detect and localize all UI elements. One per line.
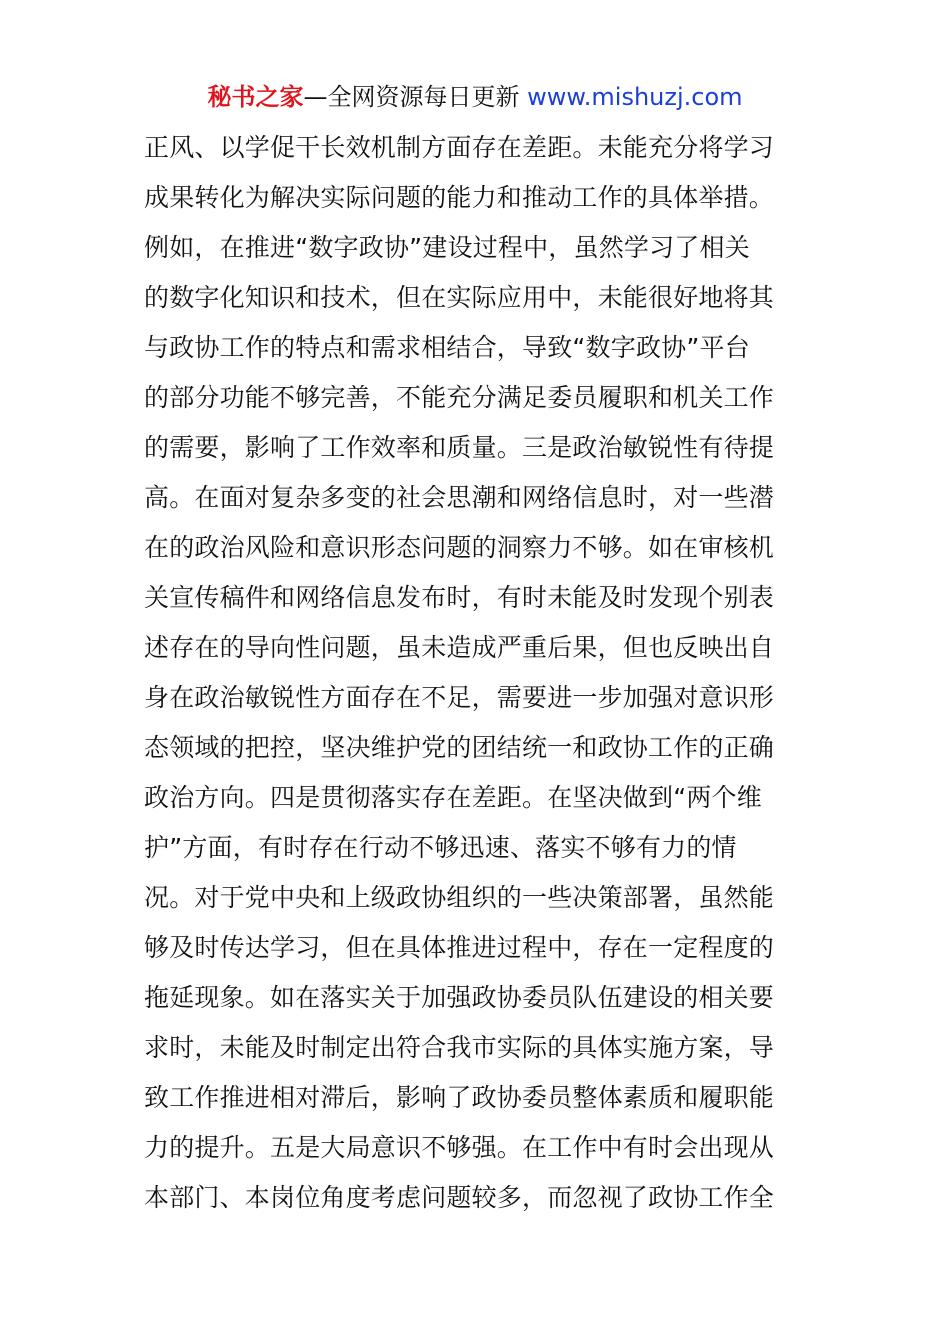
text-line: 成果转化为解决实际问题的能力和推动工作的具体举措。 bbox=[144, 183, 775, 212]
text-line: 态领域的把控，坚决维护党的团结统一和政协工作的正确 bbox=[144, 733, 775, 762]
text-line: 的部分功能不够完善，不能充分满足委员履职和机关工作 bbox=[144, 383, 775, 412]
text-line: 与政协工作的特点和需求相结合，导致“数字政协”平台 bbox=[144, 333, 750, 362]
brand-name: 秘书之家 bbox=[207, 83, 304, 111]
text-line: 本部门、本岗位角度考虑问题较多，而忽视了政协工作全 bbox=[144, 1183, 775, 1212]
page-header bbox=[0, 80, 950, 114]
text-line: 致工作推进相对滞后，影响了政协委员整体素质和履职能 bbox=[144, 1083, 775, 1112]
text-line: 的数字化知识和技术，但在实际应用中，未能很好地将其 bbox=[144, 283, 775, 312]
text-line: 够及时传达学习，但在具体推进过程中，存在一定程度的 bbox=[144, 933, 775, 962]
text-line: 力的提升。五是大局意识不够强。在工作中有时会出现从 bbox=[144, 1133, 775, 1162]
document-body bbox=[144, 123, 809, 1223]
text-line: 拖延现象。如在落实关于加强政协委员队伍建设的相关要 bbox=[144, 983, 775, 1012]
text-line: 正风、以学促干长效机制方面存在差距。未能充分将学习 bbox=[144, 133, 775, 162]
text-line: 在的政治风险和意识形态问题的洞察力不够。如在审核机 bbox=[144, 533, 775, 562]
text-line: 关宣传稿件和网络信息发布时，有时未能及时发现个别表 bbox=[144, 583, 775, 612]
text-line: 身在政治敏锐性方面存在不足，需要进一步加强对意识形 bbox=[144, 683, 775, 712]
site-url: www.mishuzj.com bbox=[527, 83, 743, 111]
text-line: 的需要，影响了工作效率和质量。三是政治敏锐性有待提 bbox=[144, 433, 775, 462]
text-line: 护”方面，有时存在行动不够迅速、落实不够有力的情 bbox=[144, 833, 737, 862]
text-line: 政治方向。四是贯彻落实存在差距。在坚决做到“两个维 bbox=[144, 783, 762, 812]
text-line: 例如，在推进“数字政协”建设过程中，虽然学习了相关 bbox=[144, 233, 750, 262]
header-tagline: —全网资源每日更新 bbox=[303, 83, 528, 111]
text-line: 述存在的导向性问题，虽未造成严重后果，但也反映出自 bbox=[144, 633, 775, 662]
text-line: 况。对于党中央和上级政协组织的一些决策部署，虽然能 bbox=[144, 883, 775, 912]
text-line: 高。在面对复杂多变的社会思潮和网络信息时，对一些潜 bbox=[144, 483, 775, 512]
text-line: 求时，未能及时制定出符合我市实际的具体实施方案，导 bbox=[144, 1033, 775, 1062]
